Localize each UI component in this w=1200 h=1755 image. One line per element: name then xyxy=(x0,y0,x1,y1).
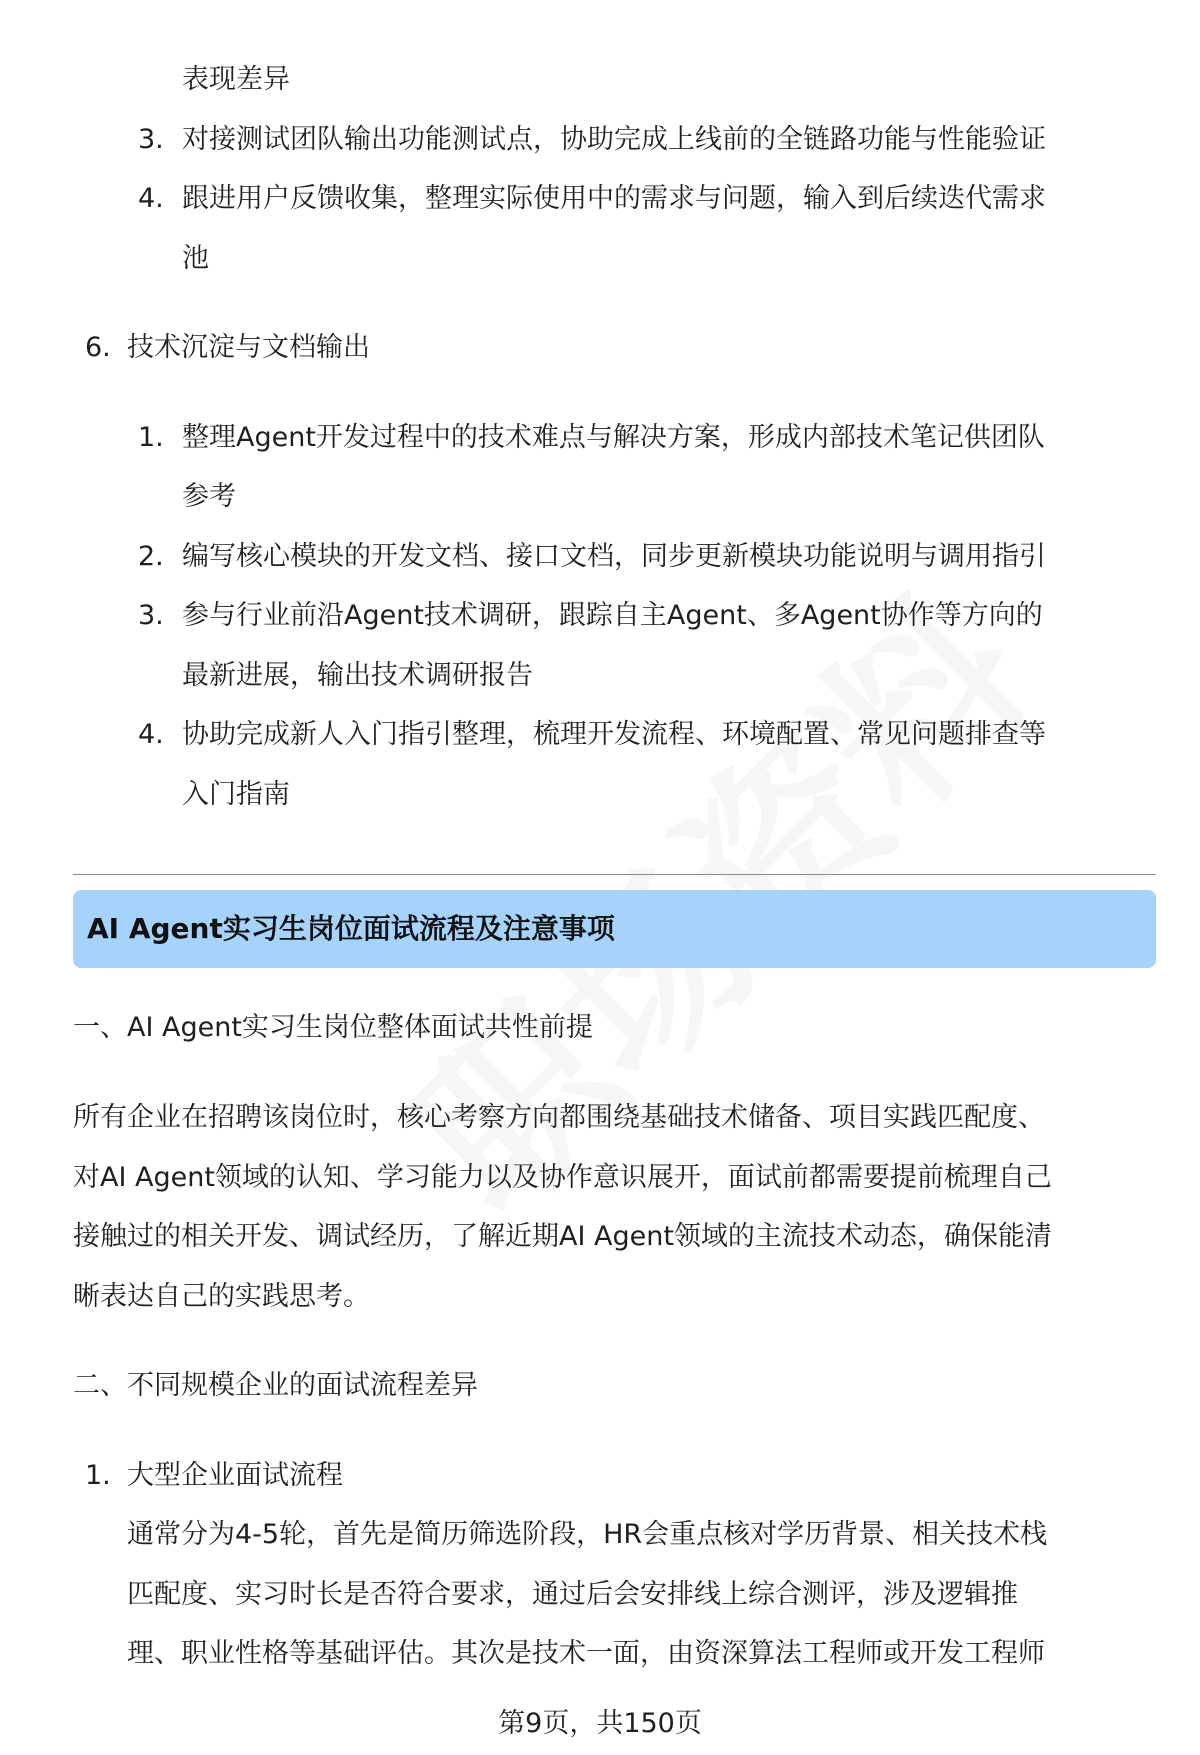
list-item-number: 1. xyxy=(85,1460,111,1491)
paragraph-line: 所有企业在招聘该岗位时，核心考察方向都围绕基础技术储备、项目实践匹配度、 xyxy=(73,1102,1045,1133)
list-item-number: 4. xyxy=(138,719,164,750)
list-item-text: 协助完成新人入门指引整理，梳理开发流程、环境配置、常见问题排查等 xyxy=(182,719,1046,750)
list-item-number: 3. xyxy=(138,600,164,631)
part-heading: 一、AI Agent实习生岗位整体面试共性前提 xyxy=(73,1012,593,1043)
list-item-number: 3. xyxy=(138,124,164,155)
page-number: 第9页，共150页 xyxy=(498,1708,702,1739)
paragraph-line: 接触过的相关开发、调试经历，了解近期AI Agent领域的主流技术动态，确保能清 xyxy=(73,1221,1052,1252)
paragraph-line: 理、职业性格等基础评估。其次是技术一面，由资深算法工程师或开发工程师 xyxy=(127,1638,1045,1669)
section-title: 技术沉淀与文档输出 xyxy=(127,332,370,363)
list-item-title: 大型企业面试流程 xyxy=(127,1460,343,1491)
paragraph-line: 通常分为4-5轮，首先是简历筛选阶段，HR会重点核对学历背景、相关技术栈 xyxy=(127,1519,1048,1550)
list-item-number: 1. xyxy=(138,422,164,453)
list-item-text-continuation: 参考 xyxy=(182,481,236,512)
list-item-text-continuation: 最新进展，输出技术调研报告 xyxy=(182,660,533,691)
section-number: 6. xyxy=(85,332,111,363)
paragraph-line: 晰表达自己的实践思考。 xyxy=(73,1281,370,1312)
horizontal-divider xyxy=(73,874,1156,875)
list-item-text: 跟进用户反馈收集，整理实际使用中的需求与问题，输入到后续迭代需求 xyxy=(182,183,1046,214)
list-item-text-continuation: 入门指南 xyxy=(182,779,290,810)
list-item-number: 2. xyxy=(138,541,164,572)
list-item-text: 对接测试团队输出功能测试点，协助完成上线前的全链路功能与性能验证 xyxy=(182,124,1046,155)
list-item-text: 参与行业前沿Agent技术调研，跟踪自主Agent、多Agent协作等方向的 xyxy=(182,600,1043,631)
banner-title: AI Agent实习生岗位面试流程及注意事项 xyxy=(87,912,615,945)
list-item-text-continuation: 池 xyxy=(182,243,209,274)
section-banner xyxy=(73,890,1156,968)
part-heading: 二、不同规模企业的面试流程差异 xyxy=(73,1370,478,1401)
list-item-number: 4. xyxy=(138,183,164,214)
list-item-text: 编写核心模块的开发文档、接口文档，同步更新模块功能说明与调用指引 xyxy=(182,541,1046,572)
paragraph-line: 匹配度、实习时长是否符合要求，通过后会安排线上综合测评，涉及逻辑推 xyxy=(127,1579,1018,1610)
list-item-text: 整理Agent开发过程中的技术难点与解决方案，形成内部技术笔记供团队 xyxy=(182,422,1045,453)
list-item-continuation: 表现差异 xyxy=(182,64,290,95)
paragraph-line: 对AI Agent领域的认知、学习能力以及协作意识展开，面试前都需要提前梳理自己 xyxy=(73,1162,1052,1193)
